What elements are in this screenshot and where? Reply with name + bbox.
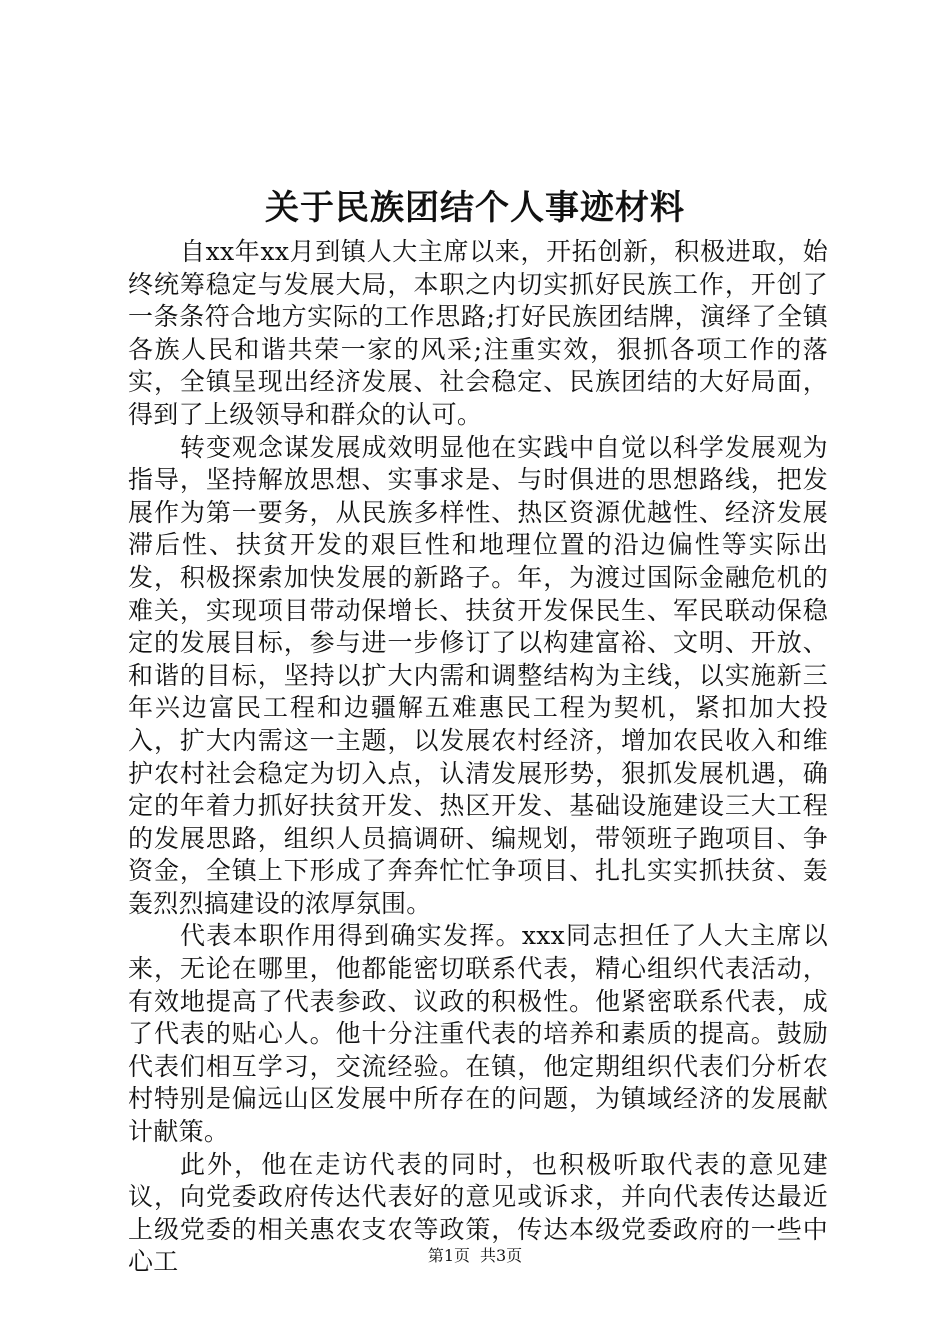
page-number: 第1页 [427,1246,470,1265]
paragraph: 转变观念谋发展成效明显他在实践中自觉以科学发展观为指导，坚持解放思想、实事求是、与时俱进的思想路线，把发展作为第一要务，从民族多样性、热区资源优越性、经济发展滞后性、扶贫开发的艰巨性和地理位置的沿边偏性等实际出发，积极探索加快发展的新路子。年，为渡过国际金融危机的难关，实现项目带动保增长、扶贫开发保民生、军民联动保稳定的发展目标，参与进一步修订了以构建富裕、文明、开放、和谐的目标，坚持以扩大内需和调整结构为主线，以实施新三年兴边富民工程和边疆解五难惠民工程为契机，紧扣加大投入，扩大内需这一主题，以发展农村经济，增加农民收入和维护农村社会稳定为切入点，认清发展形势，狠抓发展机遇，确定的年着力抓好扶贫开发、热区开发、基础设施建设三大工程的发展思路，组织人员搞调研、编规划，带领班子跑项目、争资金，全镇上下形成了奔奔忙忙争项目、扎扎实实抓扶贫、轰轰烈烈搞建设的浓厚氛围。 [128,432,828,918]
page-footer [0,1245,950,1267]
page-total: 共3页 [480,1246,523,1265]
paragraph: 自xx年xx月到镇人大主席以来，开拓创新，积极进取，始终统筹稳定与发展大局，本职之内切实抓好民族工作，开创了一条条符合地方实际的工作思路;打好民族团结牌，演绎了全镇各族人民和谐共荣一家的风采;注重实效，狠抓各项工作的落实，全镇呈现出经济发展、社会稳定、民族团结的大好局面，得到了上级领导和群众的认可。 [128,237,828,429]
paragraph: 此外，他在走访代表的同时，也积极听取代表的意见建议，向党委政府传达代表好的意见或诉求，并向代表传达最近上级党委的相关惠农支农等政策，传达本级党委政府的一些中心工 [128,1149,828,1277]
document-title: 关于民族团结个人事迹材料 [265,188,685,228]
paragraph: 代表本职作用得到确实发挥。xxx同志担任了人大主席以来，无论在哪里，他都能密切联系代表，精心组织代表活动，有效地提高了代表参政、议政的积极性。他紧密联系代表，成了代表的贴心人。他十分注重代表的培养和素质的提高。鼓励代表们相互学习，交流经验。在镇，他定期组织代表们分析农村特别是偏远山区发展中所存在的问题，为镇域经济的发展献计献策。 [128,921,828,1147]
document-body [128,236,828,1279]
